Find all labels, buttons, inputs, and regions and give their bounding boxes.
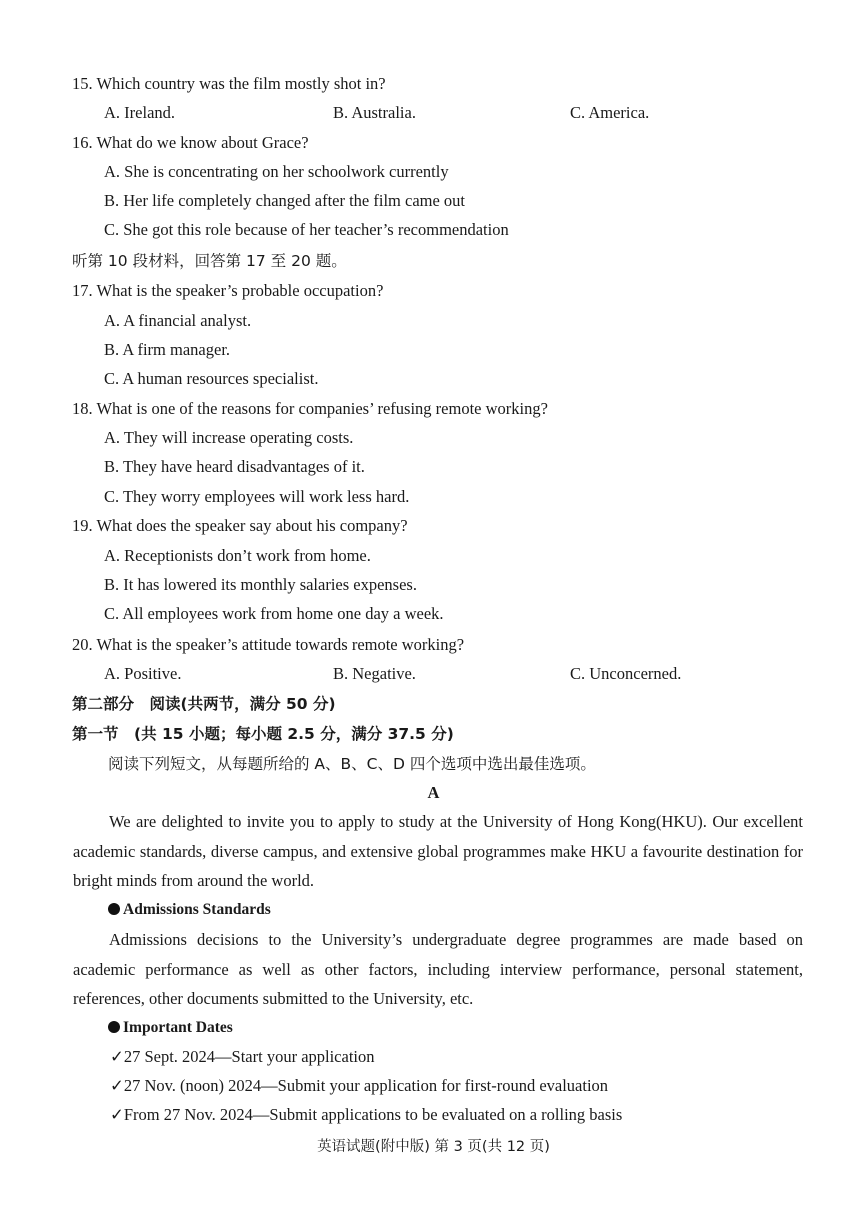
passage-intro: We are delighted to invite you to apply to study at the University of Hong Kong(HKU). Our excellent academic standards, diverse campus, and extensive global programmes make HKU a favourite destination for bright minds from around the world. bbox=[73, 812, 803, 890]
q17-option-c: C. A human resources specialist. bbox=[104, 369, 319, 388]
section-10-instruction: 听第 10 段材料，回答第 17 至 20 题。 bbox=[72, 252, 347, 270]
admissions-heading bbox=[108, 900, 271, 920]
passage-label: A bbox=[427, 783, 440, 802]
admissions-text: Admissions decisions to the University’s undergraduate degree programmes are made based on academic performance as well as other factors, including interview performance, personal statement, references, other documents submitted to the University, etc. bbox=[73, 930, 803, 1008]
q15-option-b: B. Australia. bbox=[333, 103, 416, 122]
bullet-icon bbox=[108, 1021, 120, 1033]
q17-option-b: B. A firm manager. bbox=[104, 340, 231, 359]
q18-option-b: B. They have heard disadvantages of it. bbox=[104, 457, 365, 476]
question-18: 18. What is one of the reasons for companies’ refusing remote working? bbox=[72, 399, 548, 418]
q15-option-c: C. America. bbox=[570, 103, 650, 122]
question-17: 17. What is the speaker’s probable occupation? bbox=[72, 281, 384, 300]
q17-option-a: A. A financial analyst. bbox=[104, 311, 252, 330]
question-20-options bbox=[0, 664, 867, 684]
page-footer: 英语试题(附中版) 第 3 页(共 12 页) bbox=[317, 1139, 550, 1155]
date-item-3: ✓From 27 Nov. 2024—Submit applications to be evaluated on a rolling basis bbox=[110, 1105, 623, 1124]
q18-option-c: C. They worry employees will work less hard. bbox=[104, 487, 410, 506]
date-item-2: ✓27 Nov. (noon) 2024—Submit your application for first-round evaluation bbox=[110, 1076, 609, 1095]
date-item-1: ✓27 Sept. 2024—Start your application bbox=[110, 1047, 375, 1066]
bullet-icon bbox=[108, 903, 120, 915]
section-1-title: 第一节 (共 15 小题；每小题 2.5 分，满分 37.5 分) bbox=[72, 725, 454, 743]
q15-option-a: A. Ireland. bbox=[104, 103, 176, 122]
q16-option-a: A. She is concentrating on her schoolwork currently bbox=[104, 162, 449, 181]
q19-option-c: C. All employees work from home one day a week. bbox=[104, 604, 444, 623]
q19-option-a: A. Receptionists don’t work from home. bbox=[104, 546, 371, 565]
q20-option-c: C. Unconcerned. bbox=[570, 664, 682, 683]
part-2-title: 第二部分 阅读(共两节，满分 50 分) bbox=[72, 695, 336, 713]
dates-heading bbox=[108, 1018, 233, 1038]
question-19: 19. What does the speaker say about his company? bbox=[72, 516, 408, 535]
question-16: 16. What do we know about Grace? bbox=[72, 133, 309, 152]
q18-option-a: A. They will increase operating costs. bbox=[104, 428, 354, 447]
q16-option-b: B. Her life completely changed after the film came out bbox=[104, 191, 466, 210]
reading-instruction: 阅读下列短文，从每题所给的 A、B、C、D 四个选项中选出最佳选项。 bbox=[108, 755, 596, 773]
q20-option-a: A. Positive. bbox=[104, 664, 182, 683]
admissions-heading-text: Admissions Standards bbox=[123, 901, 271, 918]
question-15-options bbox=[0, 103, 867, 123]
q16-option-c: C. She got this role because of her teacher’s recommendation bbox=[104, 220, 509, 239]
q20-option-b: B. Negative. bbox=[333, 664, 416, 683]
dates-heading-text: Important Dates bbox=[123, 1019, 233, 1036]
q19-option-b: B. It has lowered its monthly salaries expenses. bbox=[104, 575, 417, 594]
question-15: 15. Which country was the film mostly shot in? bbox=[72, 74, 386, 93]
question-20: 20. What is the speaker’s attitude towards remote working? bbox=[72, 635, 465, 654]
